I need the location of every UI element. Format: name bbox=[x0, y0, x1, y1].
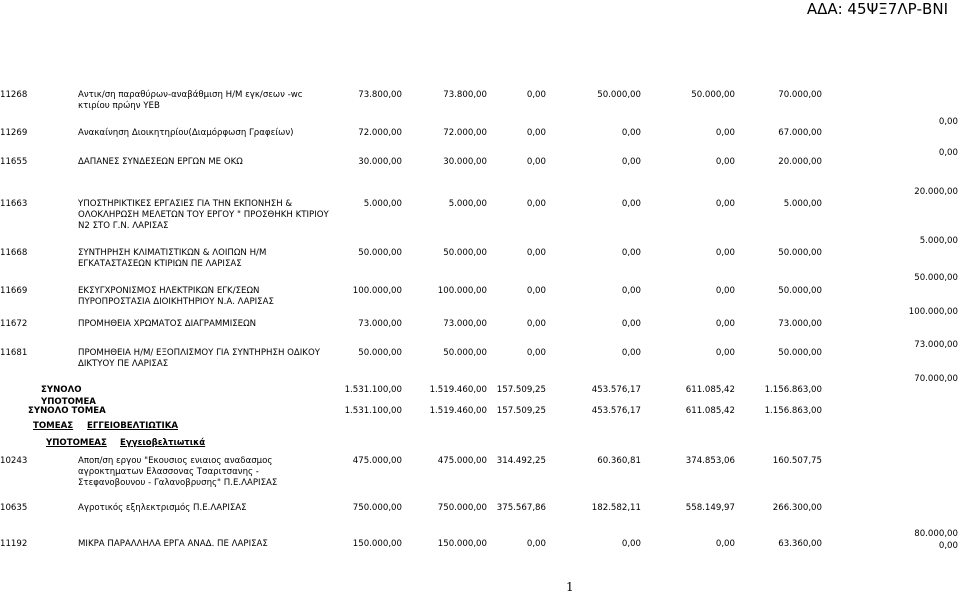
row-value: 73.800,00 bbox=[443, 90, 487, 100]
right-column-value: 0,00 bbox=[938, 148, 958, 158]
row-description: Ανακαίνηση Διοικητηρίου(Διαμόρφωση Γραφείων) bbox=[78, 128, 294, 138]
row-code: 11672 bbox=[0, 319, 28, 329]
row-value: 50.000,00 bbox=[778, 286, 822, 296]
row-value: 0,00 bbox=[621, 539, 641, 549]
row-value: 50.000,00 bbox=[443, 248, 487, 258]
row-value: 50.000,00 bbox=[443, 348, 487, 358]
row-value: 50.000,00 bbox=[778, 248, 822, 258]
row-value: 0,00 bbox=[621, 199, 641, 209]
row-value: 73.800,00 bbox=[358, 90, 402, 100]
row-description: Αποπ/ση εργου "Εκουσιος ενιαιος αναδασμος αγροκτηματων Ελασσονας Τσαριτσανης - Στεφανοβουνου - Γαλανοβρυσης" Π.Ε.ΛΑΡΙΣΑΣ bbox=[78, 456, 278, 488]
row-value: 0,00 bbox=[526, 157, 546, 167]
tomea-total-value: 1.156.863,00 bbox=[764, 406, 822, 416]
row-value: 5.000,00 bbox=[783, 199, 822, 209]
row-code: 11669 bbox=[0, 286, 28, 296]
row-value: 30.000,00 bbox=[443, 157, 487, 167]
row-value: 375.567,86 bbox=[496, 503, 546, 513]
row-value: 0,00 bbox=[715, 157, 735, 167]
row-value: 160.507,75 bbox=[772, 456, 822, 466]
right-column-value: 73.000,00 bbox=[914, 340, 958, 350]
tomea-total-value: 453.576,17 bbox=[591, 406, 641, 416]
row-code: 11192 bbox=[0, 539, 28, 549]
row-value: 50.000,00 bbox=[597, 90, 641, 100]
ada-code: ΑΔΑ: 45ΨΞ7ΛΡ-ΒΝΙ bbox=[806, 0, 948, 18]
row-value: 750.000,00 bbox=[352, 503, 402, 513]
row-value: 0,00 bbox=[621, 286, 641, 296]
row-value: 0,00 bbox=[621, 157, 641, 167]
row-code: 11668 bbox=[0, 248, 28, 258]
row-description: Αγροτικός εξηλεκτρισμός Π.Ε.ΛΑΡΙΣΑΣ bbox=[78, 503, 247, 513]
tomea-total-value: 157.509,25 bbox=[496, 406, 546, 416]
row-code: 10243 bbox=[0, 456, 28, 466]
row-value: 72.000,00 bbox=[443, 128, 487, 138]
row-value: 50.000,00 bbox=[778, 348, 822, 358]
row-value: 0,00 bbox=[715, 539, 735, 549]
right-column-value: 0,00 bbox=[938, 541, 958, 551]
row-value: 60.360,81 bbox=[597, 456, 641, 466]
row-value: 0,00 bbox=[526, 199, 546, 209]
tomeas-value: ΕΓΓΕΙΟΒΕΛΤΙΩΤΙΚΑ bbox=[87, 421, 179, 431]
row-value: 0,00 bbox=[526, 539, 546, 549]
row-value: 0,00 bbox=[621, 319, 641, 329]
row-code: 11655 bbox=[0, 157, 28, 167]
row-value: 0,00 bbox=[526, 319, 546, 329]
row-description: ΠΡΟΜΗΘΕΙΑ ΧΡΩΜΑΤΟΣ ΔΙΑΓΡΑΜΜΙΣΕΩΝ bbox=[78, 319, 257, 329]
row-code: 11681 bbox=[0, 348, 28, 358]
row-code: 10635 bbox=[0, 503, 28, 513]
row-code: 11269 bbox=[0, 128, 28, 138]
row-value: 0,00 bbox=[715, 286, 735, 296]
subtotal-value: 157.509,25 bbox=[496, 385, 546, 395]
right-column-value: 5.000,00 bbox=[919, 236, 958, 246]
tomea-total-value: 611.085,42 bbox=[685, 406, 735, 416]
tomea-total-value: 1.519.460,00 bbox=[429, 406, 487, 416]
row-value: 0,00 bbox=[715, 128, 735, 138]
row-value: 50.000,00 bbox=[358, 348, 402, 358]
row-value: 30.000,00 bbox=[358, 157, 402, 167]
row-value: 475.000,00 bbox=[437, 456, 487, 466]
row-value: 73.000,00 bbox=[778, 319, 822, 329]
row-value: 100.000,00 bbox=[352, 286, 402, 296]
row-value: 0,00 bbox=[715, 199, 735, 209]
right-column-value: 70.000,00 bbox=[914, 374, 958, 384]
tomeas-label: ΤΟΜΕΑΣ bbox=[33, 421, 74, 431]
row-value: 150.000,00 bbox=[437, 539, 487, 549]
row-value: 0,00 bbox=[621, 348, 641, 358]
row-value: 0,00 bbox=[621, 128, 641, 138]
row-value: 5.000,00 bbox=[448, 199, 487, 209]
row-description: Αντικ/ση παραθύρων-αναβάθμιση Η/Μ εγκ/σεων -wc κτιρίου πρώην ΥΕΒ bbox=[78, 90, 303, 111]
row-code: 11663 bbox=[0, 199, 28, 209]
row-description: ΠΡΟΜΗΘΕΙΑ Η/Μ/ ΕΞΟΠΛΙΣΜΟΥ ΓΙΑ ΣΥΝΤΗΡΗΣΗ ΟΔΙΚΟΥ ΔΙΚΤΥΟΥ ΠΕ ΛΑΡΙΣΑΣ bbox=[78, 348, 320, 369]
synolo-label: ΣΥΝΟΛΟ bbox=[41, 385, 82, 395]
row-value: 0,00 bbox=[526, 286, 546, 296]
tomea-total-value: 1.531.100,00 bbox=[344, 406, 402, 416]
subtotal-value: 1.519.460,00 bbox=[429, 385, 487, 395]
subtotal-value: 1.531.100,00 bbox=[344, 385, 402, 395]
row-description: ΣΥΝΤΗΡΗΣΗ ΚΛΙΜΑΤΙΣΤΙΚΩΝ & ΛΟΙΠΩΝ Η/Μ ΕΓΚΑΤΑΣΤΑΣΕΩΝ ΚΤΙΡΙΩΝ ΠΕ ΛΑΡΙΣΑΣ bbox=[78, 248, 267, 269]
row-value: 150.000,00 bbox=[352, 539, 402, 549]
subtotal-value: 453.576,17 bbox=[591, 385, 641, 395]
synolo-tomea-label: ΣΥΝΟΛΟ ΤΟΜΕΑ bbox=[28, 406, 106, 416]
row-value: 20.000,00 bbox=[778, 157, 822, 167]
row-value: 67.000,00 bbox=[778, 128, 822, 138]
ypotomeas-label: ΥΠΟΤΟΜΕΑΣ bbox=[46, 438, 107, 448]
row-value: 0,00 bbox=[715, 248, 735, 258]
row-value: 0,00 bbox=[715, 319, 735, 329]
row-value: 72.000,00 bbox=[358, 128, 402, 138]
row-value: 182.582,11 bbox=[591, 503, 641, 513]
row-description: ΕΚΣΥΓΧΡΟΝΙΣΜΟΣ ΗΛΕΚΤΡΙΚΩΝ ΕΓΚ/ΣΕΩΝ ΠΥΡΟΠΡΟΣΤΑΣΙΑ ΔΙΟΙΚΗΤΗΡΙΟΥ Ν.Α. ΛΑΡΙΣΑΣ bbox=[78, 286, 274, 307]
row-value: 314.492,25 bbox=[496, 456, 546, 466]
row-value: 73.000,00 bbox=[443, 319, 487, 329]
row-value: 0,00 bbox=[526, 90, 546, 100]
row-value: 750.000,00 bbox=[437, 503, 487, 513]
row-value: 374.853,06 bbox=[685, 456, 735, 466]
row-value: 475.000,00 bbox=[352, 456, 402, 466]
subtotal-value: 1.156.863,00 bbox=[764, 385, 822, 395]
row-value: 0,00 bbox=[526, 248, 546, 258]
row-description: ΥΠΟΣΤΗΡΙΚΤΙΚΕΣ ΕΡΓΑΣΙΕΣ ΓΙΑ ΤΗΝ ΕΚΠΟΝΗΣΗ & ΟΛΟΚΛΗΡΩΣΗ ΜΕΛΕΤΩΝ ΤΟΥ ΕΡΓΟΥ " ΠΡΟΣΘΗΚΗ ΚΤΙΡΙΟΥ Ν2 ΣΤΟ Γ.Ν. ΛΑΡΙΣΑΣ bbox=[78, 199, 329, 231]
row-description: ΔΑΠΑΝΕΣ ΣΥΝΔΕΣΕΩΝ ΕΡΓΩΝ ΜΕ ΟΚΩ bbox=[78, 157, 243, 167]
ypotomea-label: ΥΠΟΤΟΜΕΑ bbox=[41, 397, 96, 407]
row-code: 11268 bbox=[0, 90, 28, 100]
row-description: ΜΙΚΡΑ ΠΑΡΑΛΛΗΛΑ ΕΡΓΑ ΑΝΑΔ. ΠΕ ΛΑΡΙΣΑΣ bbox=[78, 539, 268, 549]
right-column-value: 0,00 bbox=[938, 117, 958, 127]
page-number: 1 bbox=[566, 580, 574, 594]
right-column-value: 50.000,00 bbox=[914, 273, 958, 283]
ypotomeas-value: Εγγειοβελτιωτικά bbox=[120, 438, 206, 448]
row-value: 70.000,00 bbox=[778, 90, 822, 100]
row-value: 50.000,00 bbox=[358, 248, 402, 258]
row-value: 266.300,00 bbox=[772, 503, 822, 513]
row-value: 5.000,00 bbox=[363, 199, 402, 209]
subtotal-value: 611.085,42 bbox=[685, 385, 735, 395]
row-value: 63.360,00 bbox=[778, 539, 822, 549]
row-value: 0,00 bbox=[715, 348, 735, 358]
row-value: 73.000,00 bbox=[358, 319, 402, 329]
row-value: 0,00 bbox=[526, 348, 546, 358]
right-column-value: 100.000,00 bbox=[908, 307, 958, 317]
row-value: 558.149,97 bbox=[685, 503, 735, 513]
row-value: 50.000,00 bbox=[691, 90, 735, 100]
row-value: 0,00 bbox=[621, 248, 641, 258]
right-column-value: 80.000,00 bbox=[914, 529, 958, 539]
row-value: 100.000,00 bbox=[437, 286, 487, 296]
right-column-value: 20.000,00 bbox=[914, 187, 958, 197]
row-value: 0,00 bbox=[526, 128, 546, 138]
